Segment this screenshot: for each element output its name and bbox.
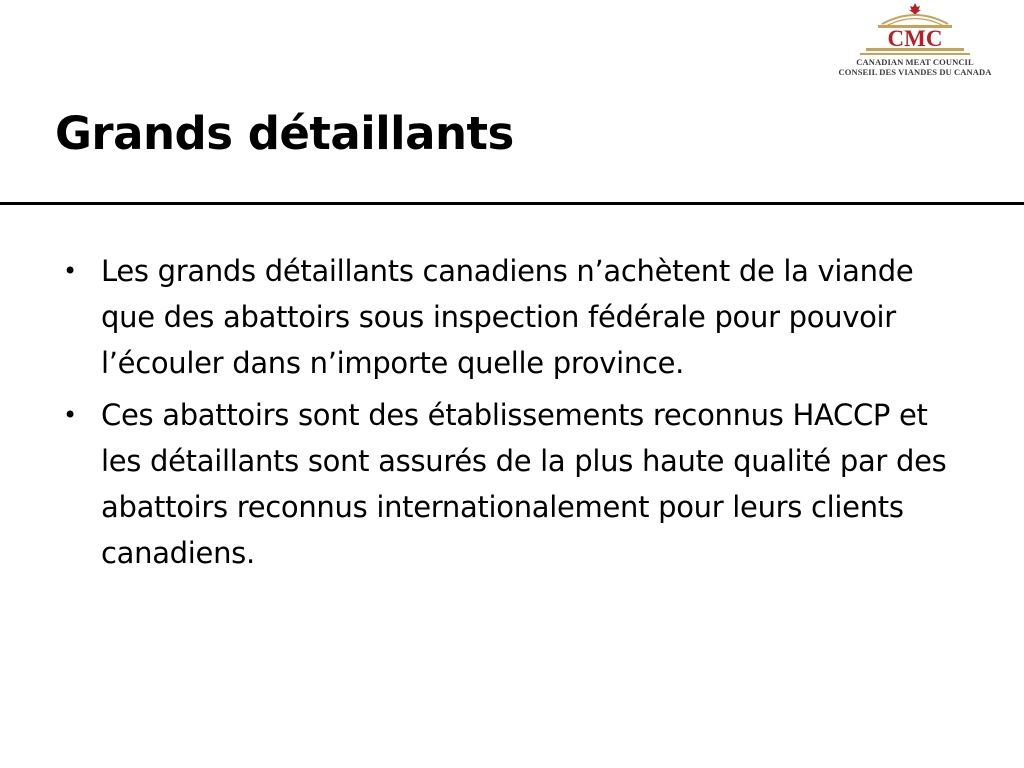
- bullet-dot-icon: •: [63, 257, 77, 285]
- logo-name-english: CANADIAN MEAT COUNCIL: [856, 57, 974, 67]
- list-item: [62, 248, 962, 386]
- bullet-list: [62, 248, 962, 582]
- title-divider: [0, 202, 1024, 205]
- bullet-dot-icon: •: [63, 401, 77, 429]
- maple-leaf-logo-icon: [856, 2, 974, 58]
- slide-title: Grands détaillants: [55, 107, 514, 160]
- bullet-text: Les grands détaillants canadiens n’achètent de la viande que des abattoirs sous inspection fédérale pour pouvoir l’écouler dans n’importe quelle province.: [101, 254, 914, 380]
- logo-acronym: CMC: [887, 26, 943, 51]
- list-item: [62, 392, 962, 576]
- cmc-logo: [832, 2, 998, 78]
- bullet-text: Ces abattoirs sont des établissements reconnus HACCP et les détaillants sont assurés de la plus haute qualité par des abattoirs reconnus internationalement pour leurs clients canadiens.: [101, 398, 947, 570]
- logo-name-french: CONSEIL DES VIANDES DU CANADA: [838, 67, 992, 77]
